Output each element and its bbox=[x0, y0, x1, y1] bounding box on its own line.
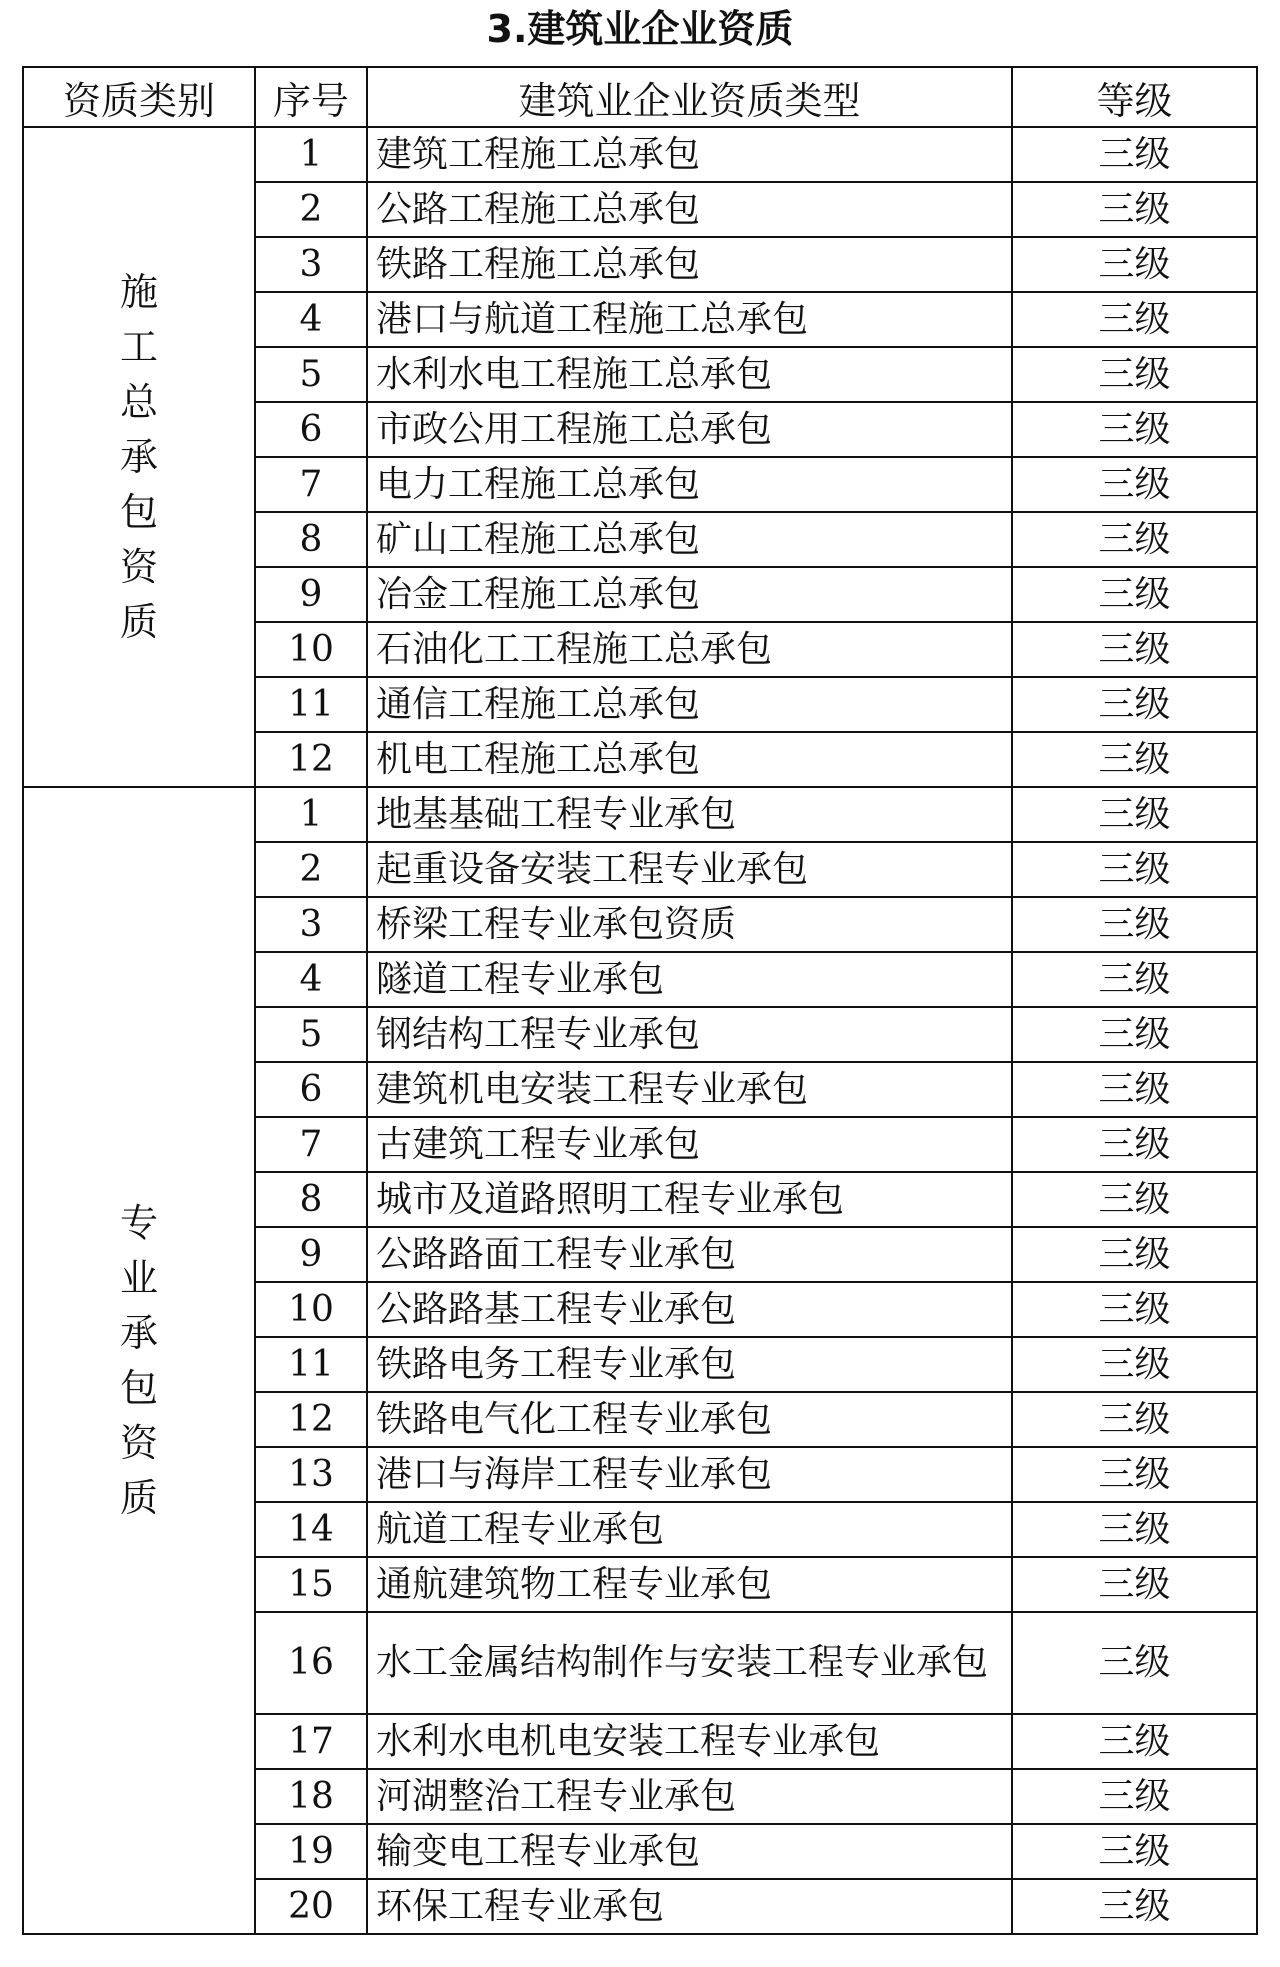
grade-cell: 三级 bbox=[1012, 1502, 1257, 1557]
type-cell: 铁路工程施工总承包 bbox=[367, 237, 1012, 292]
seq-cell: 3 bbox=[255, 237, 367, 292]
qualification-table bbox=[22, 66, 1258, 1935]
type-cell: 建筑机电安装工程专业承包 bbox=[367, 1062, 1012, 1117]
type-cell: 地基基础工程专业承包 bbox=[367, 787, 1012, 842]
grade-cell: 三级 bbox=[1012, 127, 1257, 182]
grade-cell: 三级 bbox=[1012, 237, 1257, 292]
type-cell: 电力工程施工总承包 bbox=[367, 457, 1012, 512]
type-cell: 水利水电机电安装工程专业承包 bbox=[367, 1714, 1012, 1769]
grade-cell: 三级 bbox=[1012, 347, 1257, 402]
table-header-row bbox=[23, 67, 1257, 127]
grade-cell: 三级 bbox=[1012, 1337, 1257, 1392]
type-cell: 港口与海岸工程专业承包 bbox=[367, 1447, 1012, 1502]
type-cell: 矿山工程施工总承包 bbox=[367, 512, 1012, 567]
type-cell: 通信工程施工总承包 bbox=[367, 677, 1012, 732]
seq-cell: 17 bbox=[255, 1714, 367, 1769]
grade-cell: 三级 bbox=[1012, 292, 1257, 347]
seq-cell: 2 bbox=[255, 842, 367, 897]
grade-cell: 三级 bbox=[1012, 1282, 1257, 1337]
page-title: 3.建筑业企业资质 bbox=[486, 7, 794, 51]
seq-cell: 6 bbox=[255, 1062, 367, 1117]
seq-cell: 16 bbox=[255, 1612, 367, 1714]
type-cell: 公路路面工程专业承包 bbox=[367, 1227, 1012, 1282]
seq-cell: 13 bbox=[255, 1447, 367, 1502]
type-cell: 石油化工工程施工总承包 bbox=[367, 622, 1012, 677]
category-label: 专业承包资质 bbox=[119, 1200, 158, 1520]
seq-cell: 11 bbox=[255, 677, 367, 732]
seq-cell: 7 bbox=[255, 1117, 367, 1172]
grade-cell: 三级 bbox=[1012, 677, 1257, 732]
grade-cell: 三级 bbox=[1012, 787, 1257, 842]
type-cell: 机电工程施工总承包 bbox=[367, 732, 1012, 787]
seq-cell: 7 bbox=[255, 457, 367, 512]
type-cell: 起重设备安装工程专业承包 bbox=[367, 842, 1012, 897]
seq-cell: 3 bbox=[255, 897, 367, 952]
grade-cell: 三级 bbox=[1012, 1062, 1257, 1117]
table-row bbox=[23, 787, 1257, 842]
type-cell: 市政公用工程施工总承包 bbox=[367, 402, 1012, 457]
type-cell: 河湖整治工程专业承包 bbox=[367, 1769, 1012, 1824]
seq-cell: 12 bbox=[255, 732, 367, 787]
type-cell: 古建筑工程专业承包 bbox=[367, 1117, 1012, 1172]
header-category: 资质类别 bbox=[23, 67, 255, 127]
type-cell: 通航建筑物工程专业承包 bbox=[367, 1557, 1012, 1612]
grade-cell: 三级 bbox=[1012, 622, 1257, 677]
grade-cell: 三级 bbox=[1012, 567, 1257, 622]
type-cell: 环保工程专业承包 bbox=[367, 1879, 1012, 1934]
type-cell: 冶金工程施工总承包 bbox=[367, 567, 1012, 622]
type-cell: 输变电工程专业承包 bbox=[367, 1824, 1012, 1879]
grade-cell: 三级 bbox=[1012, 732, 1257, 787]
seq-cell: 4 bbox=[255, 952, 367, 1007]
seq-cell: 5 bbox=[255, 1007, 367, 1062]
seq-cell: 1 bbox=[255, 127, 367, 182]
grade-cell: 三级 bbox=[1012, 457, 1257, 512]
seq-cell: 9 bbox=[255, 567, 367, 622]
category-label: 施工总承包资质 bbox=[119, 269, 158, 644]
table-row bbox=[23, 127, 1257, 182]
seq-cell: 6 bbox=[255, 402, 367, 457]
seq-cell: 15 bbox=[255, 1557, 367, 1612]
seq-cell: 11 bbox=[255, 1337, 367, 1392]
type-cell: 钢结构工程专业承包 bbox=[367, 1007, 1012, 1062]
grade-cell: 三级 bbox=[1012, 952, 1257, 1007]
seq-cell: 5 bbox=[255, 347, 367, 402]
grade-cell: 三级 bbox=[1012, 1172, 1257, 1227]
grade-cell: 三级 bbox=[1012, 512, 1257, 567]
seq-cell: 8 bbox=[255, 1172, 367, 1227]
grade-cell: 三级 bbox=[1012, 402, 1257, 457]
type-cell: 航道工程专业承包 bbox=[367, 1502, 1012, 1557]
seq-cell: 4 bbox=[255, 292, 367, 347]
grade-cell: 三级 bbox=[1012, 1557, 1257, 1612]
grade-cell: 三级 bbox=[1012, 897, 1257, 952]
type-cell: 隧道工程专业承包 bbox=[367, 952, 1012, 1007]
grade-cell: 三级 bbox=[1012, 1007, 1257, 1062]
type-cell: 铁路电气化工程专业承包 bbox=[367, 1392, 1012, 1447]
type-cell: 铁路电务工程专业承包 bbox=[367, 1337, 1012, 1392]
type-cell: 公路工程施工总承包 bbox=[367, 182, 1012, 237]
seq-cell: 18 bbox=[255, 1769, 367, 1824]
grade-cell: 三级 bbox=[1012, 1769, 1257, 1824]
seq-cell: 1 bbox=[255, 787, 367, 842]
header-type: 建筑业企业资质类型 bbox=[367, 67, 1012, 127]
header-seq: 序号 bbox=[255, 67, 367, 127]
header-grade: 等级 bbox=[1012, 67, 1257, 127]
grade-cell: 三级 bbox=[1012, 1824, 1257, 1879]
grade-cell: 三级 bbox=[1012, 1447, 1257, 1502]
seq-cell: 12 bbox=[255, 1392, 367, 1447]
grade-cell: 三级 bbox=[1012, 1392, 1257, 1447]
seq-cell: 19 bbox=[255, 1824, 367, 1879]
table-body bbox=[23, 127, 1257, 1934]
seq-cell: 8 bbox=[255, 512, 367, 567]
grade-cell: 三级 bbox=[1012, 1612, 1257, 1714]
grade-cell: 三级 bbox=[1012, 1714, 1257, 1769]
type-cell: 公路路基工程专业承包 bbox=[367, 1282, 1012, 1337]
seq-cell: 10 bbox=[255, 1282, 367, 1337]
type-cell: 桥梁工程专业承包资质 bbox=[367, 897, 1012, 952]
type-cell: 港口与航道工程施工总承包 bbox=[367, 292, 1012, 347]
grade-cell: 三级 bbox=[1012, 1117, 1257, 1172]
type-cell: 水利水电工程施工总承包 bbox=[367, 347, 1012, 402]
type-cell: 城市及道路照明工程专业承包 bbox=[367, 1172, 1012, 1227]
seq-cell: 9 bbox=[255, 1227, 367, 1282]
seq-cell: 20 bbox=[255, 1879, 367, 1934]
seq-cell: 14 bbox=[255, 1502, 367, 1557]
seq-cell: 2 bbox=[255, 182, 367, 237]
category-cell bbox=[23, 787, 255, 1934]
grade-cell: 三级 bbox=[1012, 1879, 1257, 1934]
type-cell: 建筑工程施工总承包 bbox=[367, 127, 1012, 182]
seq-cell: 10 bbox=[255, 622, 367, 677]
category-cell bbox=[23, 127, 255, 787]
type-cell: 水工金属结构制作与安装工程专业承包 bbox=[367, 1612, 1012, 1714]
grade-cell: 三级 bbox=[1012, 182, 1257, 237]
grade-cell: 三级 bbox=[1012, 842, 1257, 897]
grade-cell: 三级 bbox=[1012, 1227, 1257, 1282]
